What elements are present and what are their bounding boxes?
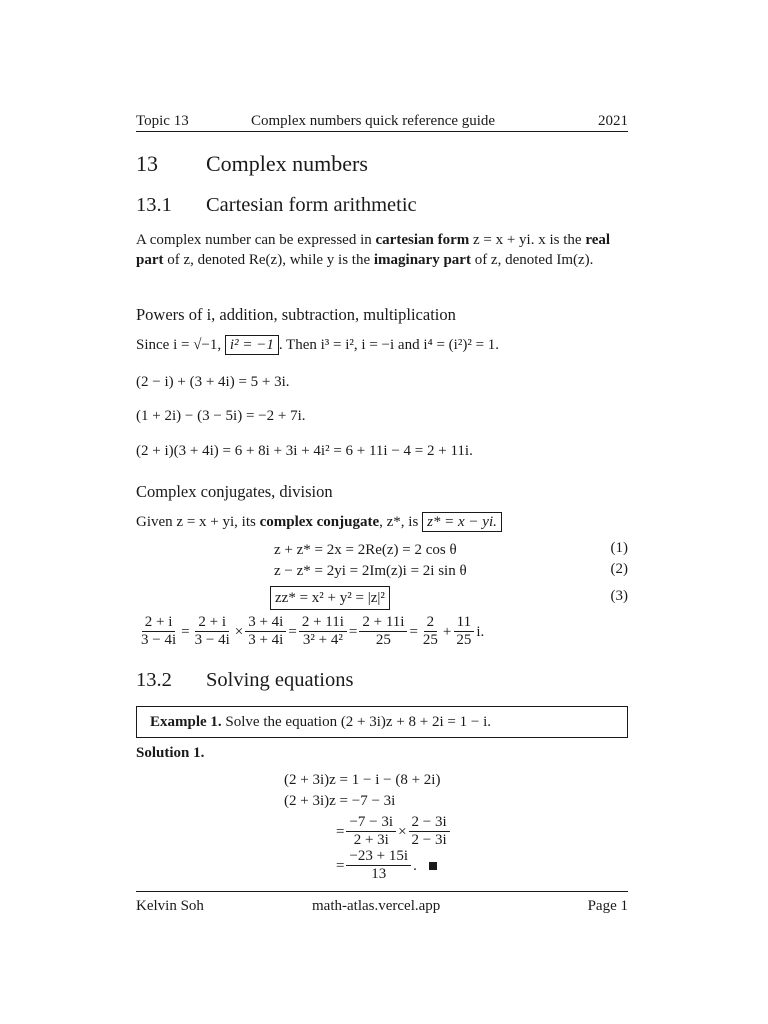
sol-frac-b — [409, 814, 450, 849]
frac-2 — [192, 614, 233, 649]
intro-paragraph — [136, 230, 628, 270]
frac-2-num: 2 + i — [195, 614, 229, 632]
example-text — [150, 712, 620, 732]
division-tail: i. — [476, 623, 485, 640]
frac-4-den: 3² + 4² — [302, 632, 343, 648]
sol-frac-b-num: 2 − 3i — [409, 814, 450, 832]
frac-3-num: 3 + 4i — [245, 614, 286, 632]
equation-3-boxed: zz* = x² + y² = |z|² — [270, 586, 390, 610]
division-equation — [136, 614, 484, 649]
equals-3: = — [348, 623, 358, 640]
header-title: Complex numbers quick reference guide — [251, 113, 496, 129]
boxed-i-squared: i² = −1 — [225, 335, 279, 355]
intro-bold-cartesian: cartesian form — [375, 232, 470, 248]
frac-1 — [138, 614, 179, 649]
subsection-title-2: Solving equations — [206, 669, 354, 691]
solution-line-3 — [336, 814, 452, 849]
example-label: Example 1. — [150, 714, 222, 730]
header-topic: Topic 13 — [136, 113, 189, 129]
frac-3-den: 3 + 4i — [248, 632, 284, 648]
sol-frac-c-den: 13 — [371, 866, 387, 882]
frac-2-den: 3 − 4i — [194, 632, 230, 648]
footer-rule — [136, 891, 628, 892]
solution-label-text: Solution 1. — [136, 745, 205, 761]
sol-frac-b-den: 2 − 3i — [411, 832, 447, 848]
solution-label — [136, 743, 628, 763]
frac-6-den: 25 — [422, 632, 438, 648]
document-page — [136, 0, 628, 1024]
subsection-heading-cartesian — [136, 193, 417, 217]
frac-5-num: 2 + 11i — [359, 614, 407, 632]
frac-3 — [245, 614, 286, 649]
equals-2: = — [288, 623, 297, 640]
sol-frac-c-num: −23 + 15i — [346, 848, 411, 866]
multiplication-line: (2 + i)(3 + 4i) = 6 + 8i + 3i + 4i² = 6 + 11i − 4 = 2 + 11i. — [136, 443, 473, 459]
conjugate-given-line — [136, 512, 628, 532]
frac-7-den: 25 — [456, 632, 472, 648]
equation-number-3: (3) — [610, 588, 628, 604]
intro-text-3: of z, denoted Re(z), while y is the — [163, 252, 374, 268]
section-number: 13 — [136, 151, 158, 176]
sol-frac-a-num: −7 − 3i — [346, 814, 396, 832]
solution-equals-3: = — [336, 823, 345, 840]
solution-times: × — [398, 823, 407, 840]
solution-line-2: (2 + 3i)z = −7 − 3i — [284, 793, 396, 809]
given-text-1: Given z = x + yi, its — [136, 514, 260, 530]
equation-number-1: (1) — [610, 540, 628, 556]
section-title: Complex numbers — [206, 151, 368, 176]
frac-6-num: 2 — [424, 614, 438, 632]
frac-1-num: 2 + i — [142, 614, 176, 632]
powers-since-line — [136, 335, 628, 355]
powers-heading: Powers of i, addition, subtraction, multiplication — [136, 305, 456, 324]
sol-frac-a-den: 2 + 3i — [353, 832, 389, 848]
times-sign: × — [234, 623, 244, 640]
example-statement: Solve the equation (2 + 3i)z + 8 + 2i = 1 − i. — [221, 714, 492, 730]
frac-4-num: 2 + 11i — [299, 614, 347, 632]
qed-square-icon — [429, 862, 437, 870]
subsection-number: 13.1 — [136, 194, 172, 216]
boxed-conjugate-def: z* = x − yi. — [422, 512, 502, 532]
subtraction-line: (1 + 2i) − (3 − 5i) = −2 + 7i. — [136, 408, 306, 424]
then-text: . Then i³ = i², i = −i and i⁴ = (i²)² = 1. — [278, 337, 500, 353]
bold-complex-conjugate: complex conjugate — [259, 514, 380, 530]
equals-4: = — [409, 623, 418, 640]
since-text: Since i = √−1, — [136, 337, 225, 353]
equation-number-2: (2) — [610, 561, 628, 577]
equals-1: = — [181, 623, 190, 640]
given-text-2: , z*, is — [379, 514, 423, 530]
solution-period: . — [413, 857, 417, 874]
footer-page-number: Page 1 — [587, 898, 628, 914]
frac-6 — [420, 614, 441, 649]
plus-sign: + — [442, 623, 452, 640]
intro-bold-real: real part — [136, 232, 611, 268]
sol-frac-a — [346, 814, 396, 849]
conjugate-heading: Complex conjugates, division — [136, 482, 333, 501]
footer-author: Kelvin Soh — [136, 898, 204, 914]
subsection-heading-solving — [136, 668, 353, 692]
footer-site: math-atlas.vercel.app — [312, 898, 441, 914]
intro-text-2: z = x + yi. x is the — [469, 232, 586, 248]
solution-line-4 — [336, 848, 437, 883]
frac-7-num: 11 — [454, 614, 474, 632]
solution-line-1: (2 + 3i)z = 1 − i − (8 + 2i) — [284, 772, 441, 788]
frac-7 — [453, 614, 474, 649]
equation-2: z − z* = 2yi = 2Im(z)i = 2i sin θ — [274, 563, 467, 579]
header-year: 2021 — [598, 113, 628, 129]
subsection-number-2: 13.2 — [136, 669, 172, 691]
header-rule — [136, 131, 628, 132]
addition-line: (2 − i) + (3 + 4i) = 5 + 3i. — [136, 374, 290, 390]
sol-frac-c — [346, 848, 411, 883]
frac-1-den: 3 − 4i — [141, 632, 177, 648]
section-heading — [136, 151, 368, 177]
subsection-title: Cartesian form arithmetic — [206, 194, 417, 216]
equation-1: z + z* = 2x = 2Re(z) = 2 cos θ — [274, 542, 457, 558]
intro-bold-imaginary: imaginary part — [373, 252, 471, 268]
frac-4 — [299, 614, 347, 649]
intro-text-1: A complex number can be expressed in — [136, 232, 376, 248]
solution-equals-4: = — [336, 857, 345, 874]
frac-5 — [359, 614, 407, 649]
frac-5-den: 25 — [375, 632, 391, 648]
intro-text-4: of z, denoted Im(z). — [470, 252, 594, 268]
